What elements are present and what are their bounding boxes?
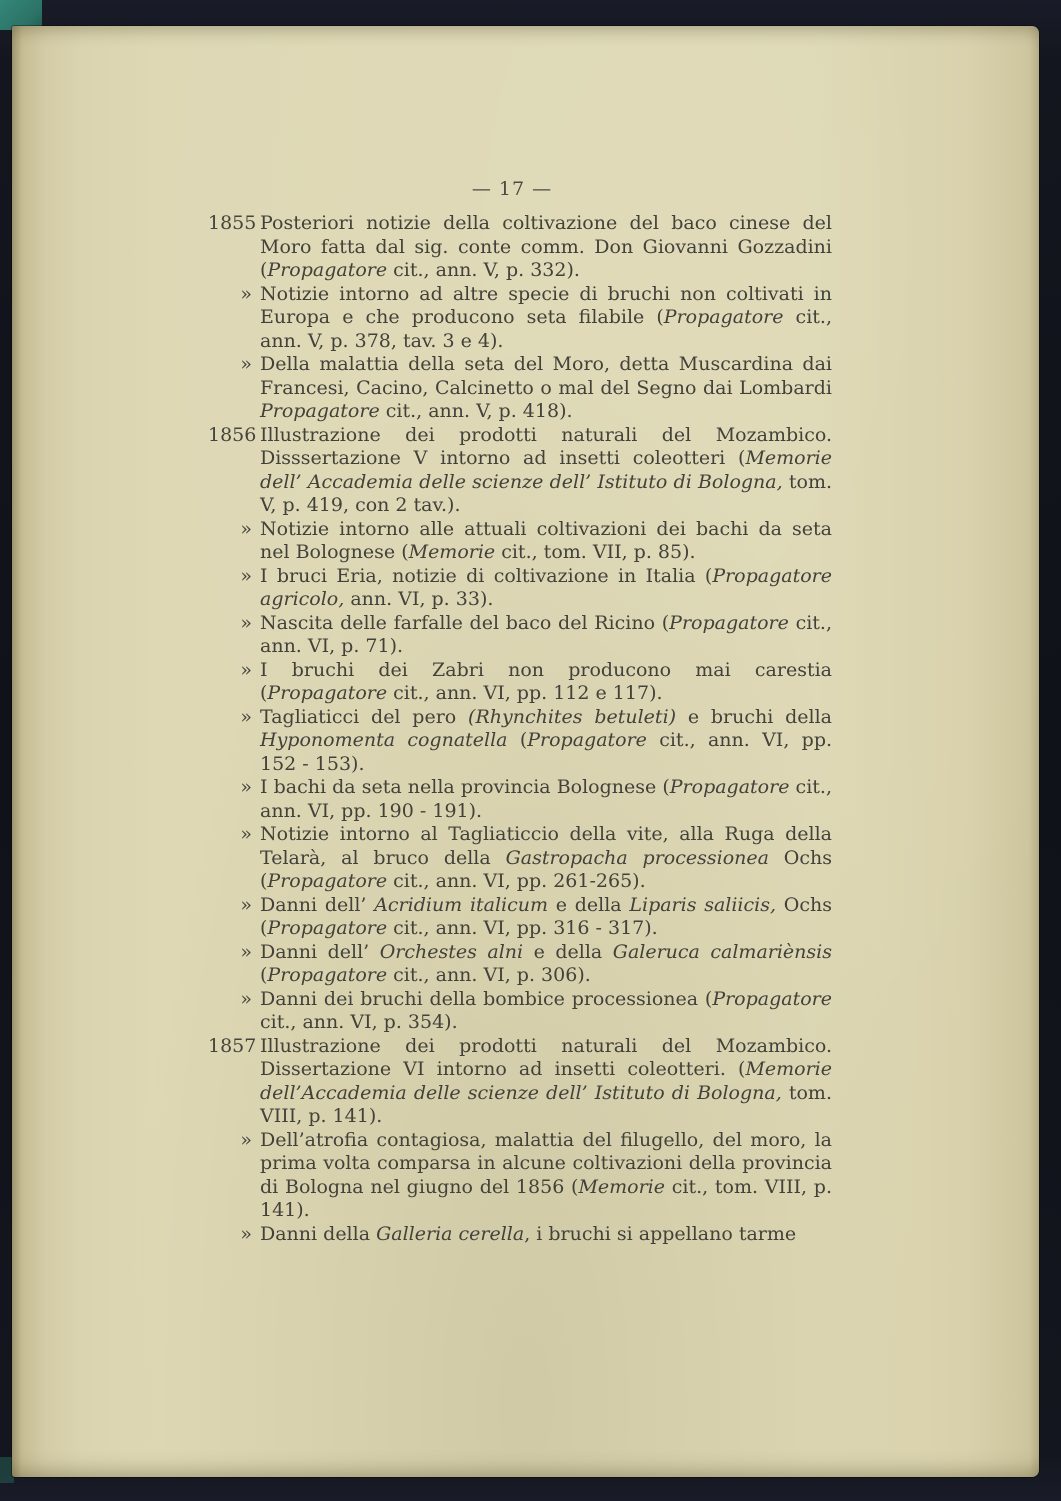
entry-text-segment: Notizie intorno ad altre specie di bruchi non coltivati in Europa e che producono seta filabile ( (260, 282, 832, 328)
entry-text (260, 823, 832, 894)
entry-text-segment: cit., tom. VII, p. 85). (495, 541, 696, 563)
bibliography-entry (208, 212, 832, 283)
work-title: Hyponomenta cognatella (260, 729, 508, 751)
work-title: Galeruca calmariènsis (612, 940, 832, 963)
work-title: Liparis saliicis, (629, 893, 777, 916)
work-title: Propagatore (267, 870, 388, 892)
entry-text-segment: Della malattia della seta del Moro, detta Muscardina dai Francesi, Cacino, Calcinetto o mal del Segno dai Lombardi (260, 353, 832, 399)
work-title: Propagatore (663, 306, 784, 328)
bibliography-entry (208, 353, 832, 424)
work-title: Propagatore (712, 987, 832, 1010)
bibliography-entry (208, 283, 832, 354)
bibliography-entry (208, 1223, 832, 1247)
entry-text-segment: cit., ann. VI, pp. 190 - 191). (260, 776, 832, 822)
work-title: Galleria cerella (376, 1222, 525, 1245)
bibliography-entry (208, 565, 832, 612)
bibliography-entry (208, 424, 832, 518)
bibliography-entry (208, 988, 832, 1035)
entry-text (260, 612, 832, 659)
entry-text (260, 894, 832, 941)
bibliography-entry (208, 894, 832, 941)
work-title: Acridium italicum (374, 893, 549, 916)
entry-text-segment: cit., ann. VI, pp. 261-265). (387, 870, 646, 892)
entry-text-segment: Danni dell’ (260, 893, 375, 916)
work-title: Propagatore agricolo, (260, 564, 832, 610)
bibliography-entry (208, 941, 832, 988)
entry-text (260, 706, 832, 777)
entry-text (260, 283, 832, 354)
work-title: Propagatore (267, 964, 388, 986)
entry-text-segment: Notizie intorno al Tagliaticcio della vite, alla Ruga della Telarà, al bruco della (260, 823, 832, 869)
entry-text-segment: cit., ann. V, p. 332). (387, 259, 580, 281)
book-page (12, 26, 1039, 1477)
bibliography-entry (208, 776, 832, 823)
entry-year-label: » (240, 1222, 252, 1245)
entry-text (260, 988, 832, 1035)
entry-year-label: » (240, 282, 252, 305)
entry-text-segment: ( (507, 729, 528, 751)
entry-text-segment: cit., ann. VI, p. 71). (260, 611, 832, 657)
entry-text (260, 776, 832, 823)
entry-text-segment: , i bruchi si appellano tarme (524, 1222, 797, 1245)
work-title: Memorie dell’ Accademia delle scienze dell’ Istituto di Bologna, (260, 447, 832, 493)
entry-text-segment: tom. V, p. 419, con 2 tav.). (260, 470, 832, 516)
entry-year-label: » (240, 893, 252, 916)
entry-text (260, 1223, 832, 1247)
entry-text-segment: Posteriori notizie della coltivazione del baco cinese del Moro fatta dal sig. conte comm. Don Giovanni Gozzadini ( (260, 212, 832, 281)
bibliography-entry (208, 823, 832, 894)
work-title: Propagatore (267, 259, 388, 281)
entry-text-segment: ( (260, 964, 268, 986)
entry-text-segment: I bruci Eria, notizie di coltivazione in Italia ( (260, 564, 713, 587)
entry-text (260, 659, 832, 706)
work-title: Gastropacha processionea (505, 846, 769, 869)
work-title: Memorie dell’Accademia delle scienze dell’ Istituto di Bologna, (260, 1058, 832, 1104)
entry-text-segment: I bruchi dei Zabri non producono mai carestia ( (260, 658, 832, 704)
entry-text (260, 353, 832, 424)
work-title: Propagatore (669, 776, 790, 798)
entry-year-label: » (240, 705, 252, 728)
entry-text-segment: Nascita delle farfalle del baco del Ricino ( (260, 611, 670, 634)
entry-year-label: » (240, 658, 252, 681)
bibliography-entry (208, 612, 832, 659)
entry-year-label: 1855 (208, 212, 257, 234)
entry-text (260, 941, 832, 988)
entry-text (260, 1129, 832, 1223)
entry-text-segment: Danni dei bruchi della bombice processionea ( (260, 987, 713, 1010)
entry-text-segment: cit., ann. VI, p. 354). (260, 1011, 458, 1033)
entry-text (260, 565, 832, 612)
entry-text-segment: Danni della (260, 1222, 377, 1245)
page-number: — 17 — (471, 178, 553, 200)
entry-text-segment: e bruchi della (676, 705, 832, 728)
entry-text (260, 424, 832, 518)
entry-text-segment: cit., ann. V, p. 378, tav. 3 e 4). (260, 306, 832, 352)
work-title: Memorie (408, 541, 496, 563)
entry-text-segment: Ochs ( (260, 893, 832, 939)
work-title: Propagatore (669, 611, 789, 634)
work-title: Memorie (578, 1175, 665, 1198)
work-title: Propagatore (267, 917, 388, 939)
entry-year-label: » (240, 823, 252, 845)
bibliography-list (208, 212, 832, 1246)
bibliography-entry (208, 1035, 832, 1129)
entry-text-segment: Illustrazione dei prodotti naturali del Mozambico. Disssertazione V intorno ad insetti coleotteri ( (260, 423, 832, 469)
entry-year-label: 1857 (208, 1034, 257, 1057)
entry-text-segment: I bachi da seta nella provincia Bolognese ( (260, 776, 670, 798)
entry-year-label: » (240, 940, 252, 963)
entry-text-segment: ann. VI, p. 33). (344, 588, 494, 610)
entry-year-label: » (240, 987, 252, 1010)
entry-text-segment: Notizie intorno alle attuali coltivazioni dei bachi da seta nel Bolognese ( (260, 517, 832, 563)
entry-text-segment: cit., ann. VI, pp. 152 - 153). (260, 729, 833, 775)
entry-text (260, 518, 832, 565)
entry-text-segment: cit., ann. VI, pp. 316 - 317). (387, 917, 658, 939)
entry-year-label: » (240, 776, 252, 798)
work-title: Propagatore (267, 682, 388, 704)
entry-text-segment: e della (523, 940, 613, 963)
bibliography-entry (208, 1129, 832, 1223)
bibliography-entry (208, 706, 832, 777)
entry-year-label: » (240, 353, 252, 375)
entry-text-segment: Danni dell’ (260, 940, 380, 963)
entry-year-label: 1856 (208, 423, 257, 446)
entry-text-segment: Dell’atrofia contagiosa, malattia del filugello, del moro, la prima volta comparsa in alcune coltivazioni della provincia di Bologna nel giugno del 1856 ( (260, 1128, 832, 1198)
entry-text-segment: Ochs ( (260, 846, 832, 892)
work-title: Propagatore (527, 729, 647, 751)
entry-text-segment: cit., ann. VI, p. 306). (387, 964, 591, 986)
entry-text-segment: Tagliaticci del pero (260, 705, 469, 728)
work-title: Orchestes alni (379, 940, 524, 963)
entry-text-segment: e della (548, 893, 630, 916)
entry-year-label: » (240, 517, 252, 540)
entry-text-segment: cit., tom. VIII, p. 141). (260, 1175, 832, 1221)
entry-text-segment: cit., ann. V, p. 418). (379, 400, 573, 422)
bibliography-entry (208, 518, 832, 565)
entry-text-segment: tom. VIII, p. 141). (260, 1081, 832, 1127)
entry-text-segment: Illustrazione dei prodotti naturali del Mozambico. Dissertazione VI intorno ad insetti coleotteri. ( (260, 1034, 832, 1080)
entry-text (260, 1035, 832, 1129)
entry-year-label: » (240, 564, 252, 587)
entry-text-segment: cit., ann. VI, pp. 112 e 117). (387, 682, 663, 704)
entry-year-label: » (240, 1128, 252, 1151)
entry-year-label: » (240, 611, 252, 634)
work-title: (Rhynchites betuleti) (468, 705, 677, 728)
entry-text (260, 212, 832, 283)
bibliography-entry (208, 659, 832, 706)
work-title: Propagatore (260, 400, 380, 422)
